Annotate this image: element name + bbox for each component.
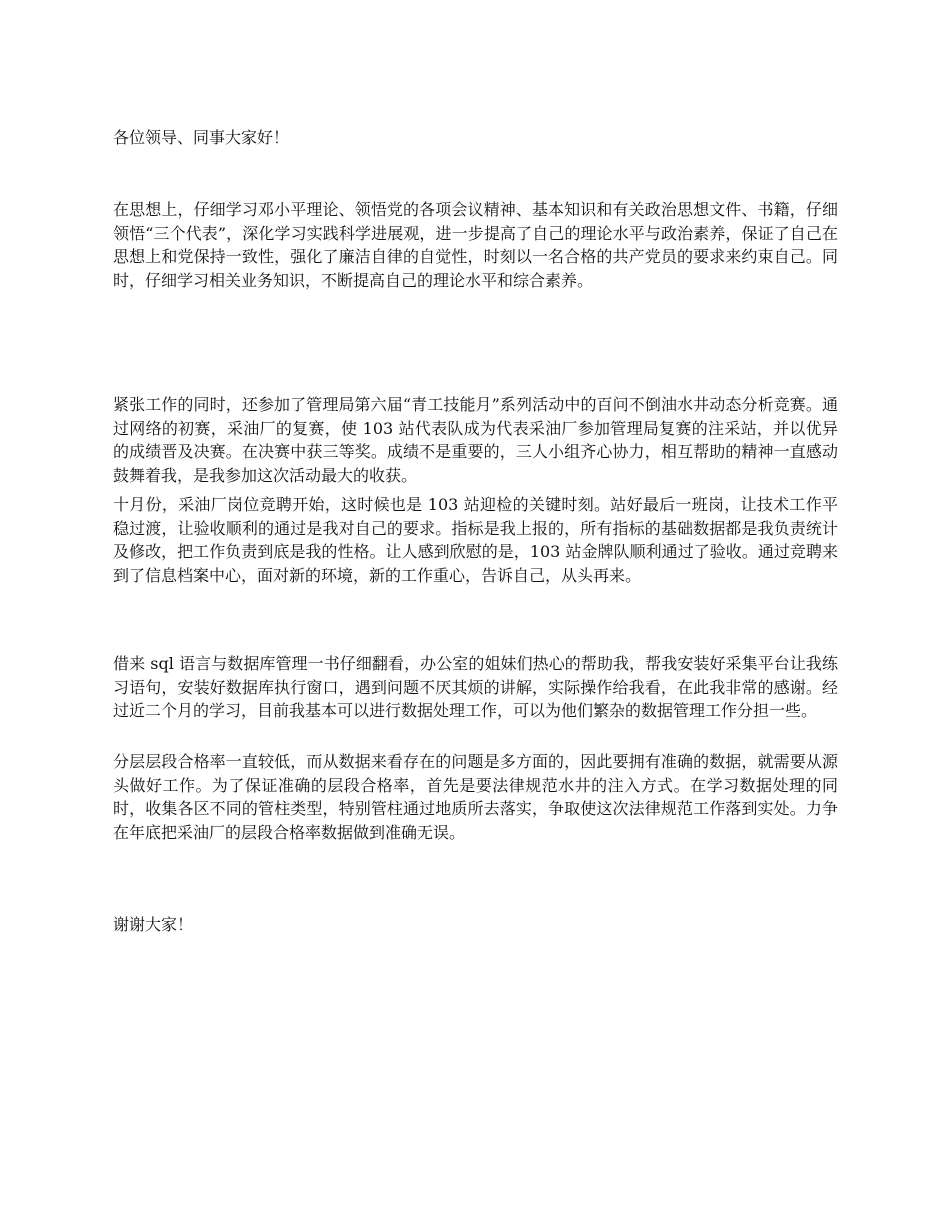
- paragraph-sql-learning: 借来 sql 语言与数据库管理一书仔细翻看，办公室的姐妹们热心的帮助我，帮我安装好采集平台让我练习语句，安装好数据库执行窗口，遇到问题不厌其烦的讲解，实际操作给我看，在此我非常的感谢。经过近二个月的学习，目前我基本可以进行数据处理工作，可以为他们繁杂的数据管理工作分担一些。: [113, 654, 838, 721]
- paragraph-job-transfer: 十月份，采油厂岗位竞聘开始，这时候也是 103 站迎检的关键时刻。站好最后一班岗，让技术工作平稳过渡，让验收顺利的通过是我对自己的要求。指标是我上报的，所有指标的基础数据都是我负责统计及修改，把工作负责到底是我的性格。让人感到欣慰的是，103 站金牌队顺利通过了验收。通过竞聘来到了信息档案中心，面对新的环境，新的工作重心，告诉自己，从头再来。: [113, 495, 838, 586]
- greeting: 各位领导、同事大家好！: [113, 128, 290, 147]
- paragraph-ideology: 在思想上，仔细学习邓小平理论、领悟党的各项会议精神、基本知识和有关政治思想文件、书籍，仔细领悟“三个代表”，深化学习实践科学进展观，进一步提高了自己的理论水平与政治素养，保证了自己在思想上和党保持一致性，强化了廉洁自律的自觉性，时刻以一名合格的共产党员的要求来约束自己。同时，仔细学习相关业务知识，不断提高自己的理论水平和综合素养。: [113, 200, 838, 291]
- closing: 谢谢大家！: [113, 915, 194, 934]
- paragraph-qualification-rate: 分层层段合格率一直较低，而从数据来看存在的问题是多方面的，因此要拥有准确的数据，就需要从源头做好工作。为了保证准确的层段合格率，首先是要法律规范水井的注入方式。在学习数据处理的同时，收集各区不同的管柱类型，特别管柱通过地质所去落实，争取使这次法律规范工作落到实处。力争在年底把采油厂的层段合格率数据做到准确无误。: [113, 752, 838, 843]
- paragraph-competition: 紧张工作的同时，还参加了管理局第六届“青工技能月”系列活动中的百问不倒油水井动态分析竞赛。通过网络的初赛，采油厂的复赛，使 103 站代表队成为代表采油厂参加管理局复赛的注采站，并以优异的成绩晋及决赛。在决赛中获三等奖。成绩不是重要的，三人小组齐心协力，相互帮助的精神一直感动鼓舞着我，是我参加这次活动最大的收获。: [113, 395, 838, 486]
